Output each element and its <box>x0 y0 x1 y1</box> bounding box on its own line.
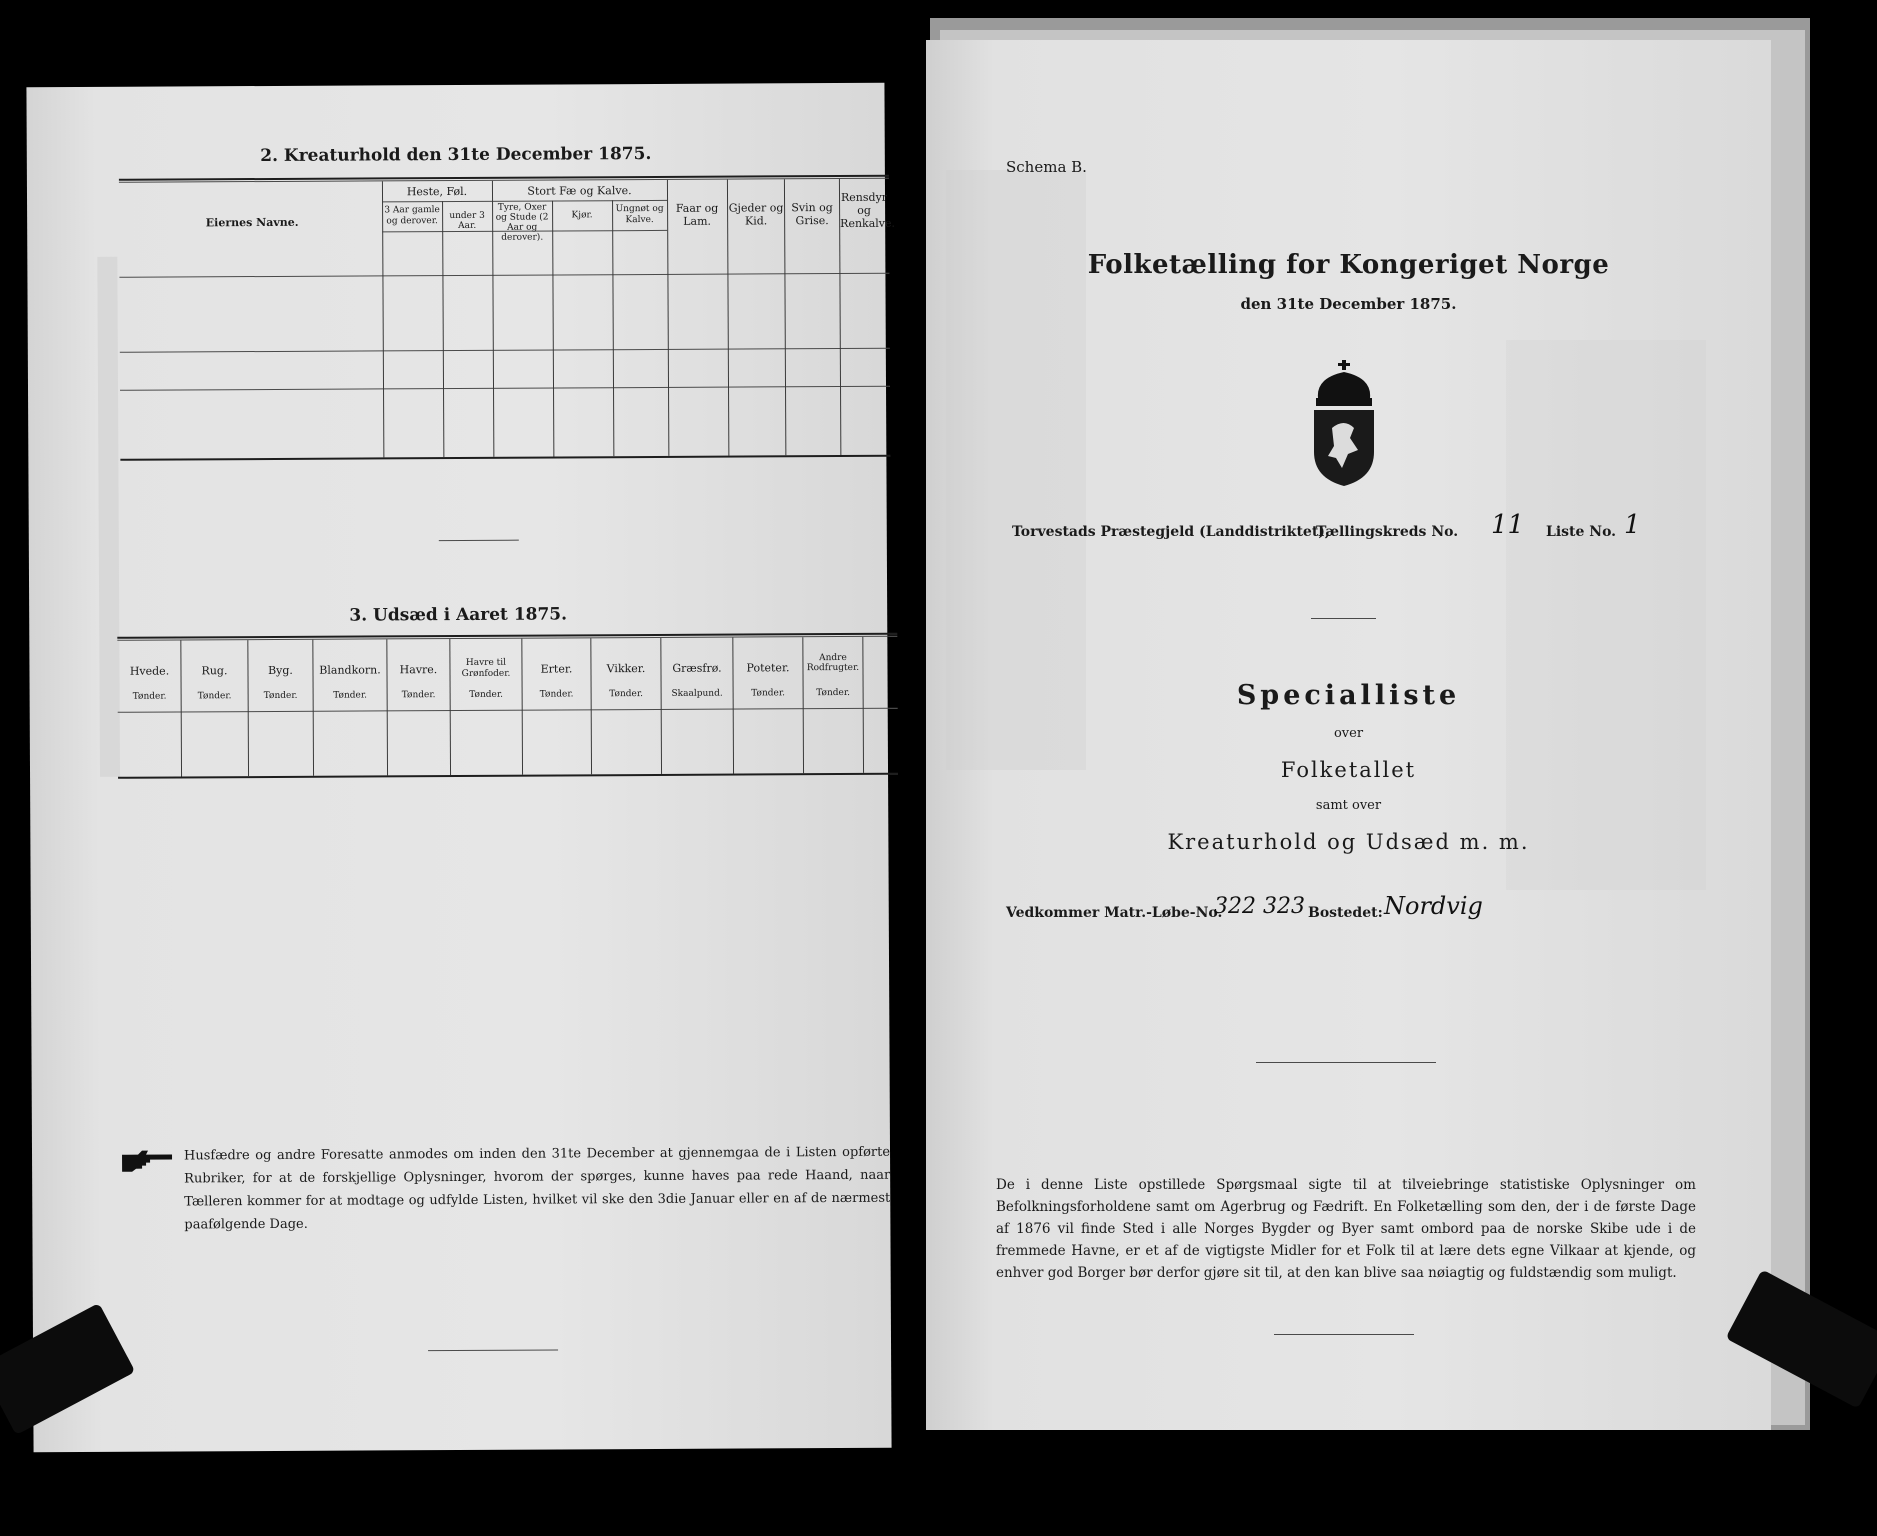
section3-title: 3. Udsæd i Aaret 1875. <box>349 604 568 626</box>
bottom-divider <box>428 1349 558 1351</box>
bosted-label: Bostedet: <box>1308 905 1383 921</box>
heste-under3-header: under 3 Aar. <box>449 210 485 231</box>
explanation-paragraph: De i denne Liste opstillede Spørgsmaal sigte til at tilveiebringe statistiske Oplysninger om Befolkningsforholdene samt om Agerbrug og Fædrift. En Folketælling som den, der i de første Dage af 1876 vil finde Sted i alle Norges Bygder og Byer samt ombord paa de norske Skibe ude i de fremmede Havne, er et af de vigtigste Midler for et Folk til at lære dets egne Vilkaar at kjende, og enhver god Borger bør derfor gjøre sit til, at den kan blive saa nøiagtig og fuldstændig som muligt. <box>996 1177 1696 1281</box>
sow-col-5-unit: Tønder. <box>469 689 504 700</box>
left-page <box>26 83 896 1452</box>
kreaturhold-title: Kreaturhold og Udsæd m. m. <box>1167 830 1530 854</box>
bleed-through <box>97 257 120 777</box>
rensdyr-header: Rensdyr og Renkalve. <box>840 190 896 230</box>
svin-header: Svin og Grise. <box>791 201 833 228</box>
samt-over-text: samt over <box>1315 798 1382 813</box>
heste-header: Heste, Føl. <box>406 184 468 199</box>
sow-col-4-name: Havre. <box>399 663 438 677</box>
sow-col-10-name: Andre Rodfrugter. <box>806 652 860 674</box>
sow-col-8-unit: Skaalpund. <box>671 688 723 699</box>
kreds-label: Tællingskreds No. <box>1316 524 1459 540</box>
sow-col-10-unit: Tønder. <box>816 687 851 699</box>
sow-col-3-unit: Tønder. <box>333 690 368 701</box>
owner-names-header: Eiernes Navne. <box>205 215 299 230</box>
sow-col-8-name: Græsfrø. <box>672 661 722 675</box>
sow-col-1-name: Rug. <box>201 664 228 678</box>
notice-text: Husfædre og andre Foresatte anmodes om inden den 31te December at gjennemgaa de i Listen opførte Rubriker, for at de forskjellige Oplysninger, hvorom der spørges, kunne haves paa rede Haand, naar Tælleren kommer for at modtage og udfylde Listen, hvilket vil ske den 3die Januar eller en af de nærmest paafølgende Dage. <box>183 1144 891 1233</box>
sow-col-1-unit: Tønder. <box>197 691 232 702</box>
kjor-header: Kjør. <box>571 210 593 221</box>
matr-label: Vedkommer Matr.-Løbe-No. <box>1006 905 1223 921</box>
divider <box>439 540 519 541</box>
sow-col-4-unit: Tønder. <box>401 690 436 701</box>
sow-col-7-name: Vikker. <box>606 662 646 676</box>
sow-col-0-unit: Tønder. <box>132 691 167 702</box>
bosted-value: Nordvig <box>1384 892 1483 920</box>
stort-fae-header: Stort Fæ og Kalve. <box>527 184 632 198</box>
liste-label: Liste No. <box>1546 524 1617 540</box>
specialliste-title: Specialliste <box>1236 680 1461 711</box>
census-title: Folketælling for Kongeriget Norge <box>1087 250 1610 280</box>
matr-value: 322 323 <box>1214 894 1305 919</box>
sow-col-3-name: Blandkorn. <box>319 663 381 677</box>
ungnot-header: Ungnøt og Kalve. <box>615 203 664 226</box>
heste-3aar-header: 3 Aar gamle og derover. <box>384 205 440 227</box>
sow-col-9-unit: Tønder. <box>751 688 786 699</box>
sow-col-6-unit: Tønder. <box>539 689 574 700</box>
sow-col-0-name: Hvede. <box>129 664 170 678</box>
schema-label: Schema B. <box>1006 158 1087 176</box>
district-label: Torvestads Præstegjeld (Landdistriktet), <box>1012 524 1330 540</box>
gjeder-header: Gjeder og Kid. <box>728 201 784 228</box>
bottom-divider <box>1274 1334 1414 1335</box>
sow-col-9-name: Poteter. <box>746 661 790 675</box>
norwegian-coat-of-arms-icon <box>1306 358 1382 488</box>
divider <box>1311 618 1376 619</box>
liste-number: 1 <box>1624 510 1641 540</box>
census-date: den 31te December 1875. <box>1240 295 1457 313</box>
sow-col-7-unit: Tønder. <box>609 689 644 700</box>
section2-title: 2. Kreaturhold den 31te December 1875. <box>260 143 652 167</box>
tyre-header: Tyre, Oxer og Stude (2 Aar og derover). <box>495 202 549 243</box>
kreds-number: 11 <box>1491 510 1525 540</box>
pointing-hand-icon <box>120 1146 176 1174</box>
divider-2 <box>1256 1062 1436 1063</box>
sow-col-2-name: Byg. <box>268 663 293 677</box>
right-page <box>926 40 1771 1430</box>
sow-col-2-unit: Tønder. <box>263 690 298 702</box>
folketallet-title: Folketallet <box>1280 758 1417 782</box>
sow-col-6-name: Erter. <box>540 662 573 676</box>
sow-col-5-name: Havre til Grønfoder. <box>461 657 511 679</box>
over-text: over <box>1333 726 1364 741</box>
faar-header: Faar og Lam. <box>675 201 719 228</box>
